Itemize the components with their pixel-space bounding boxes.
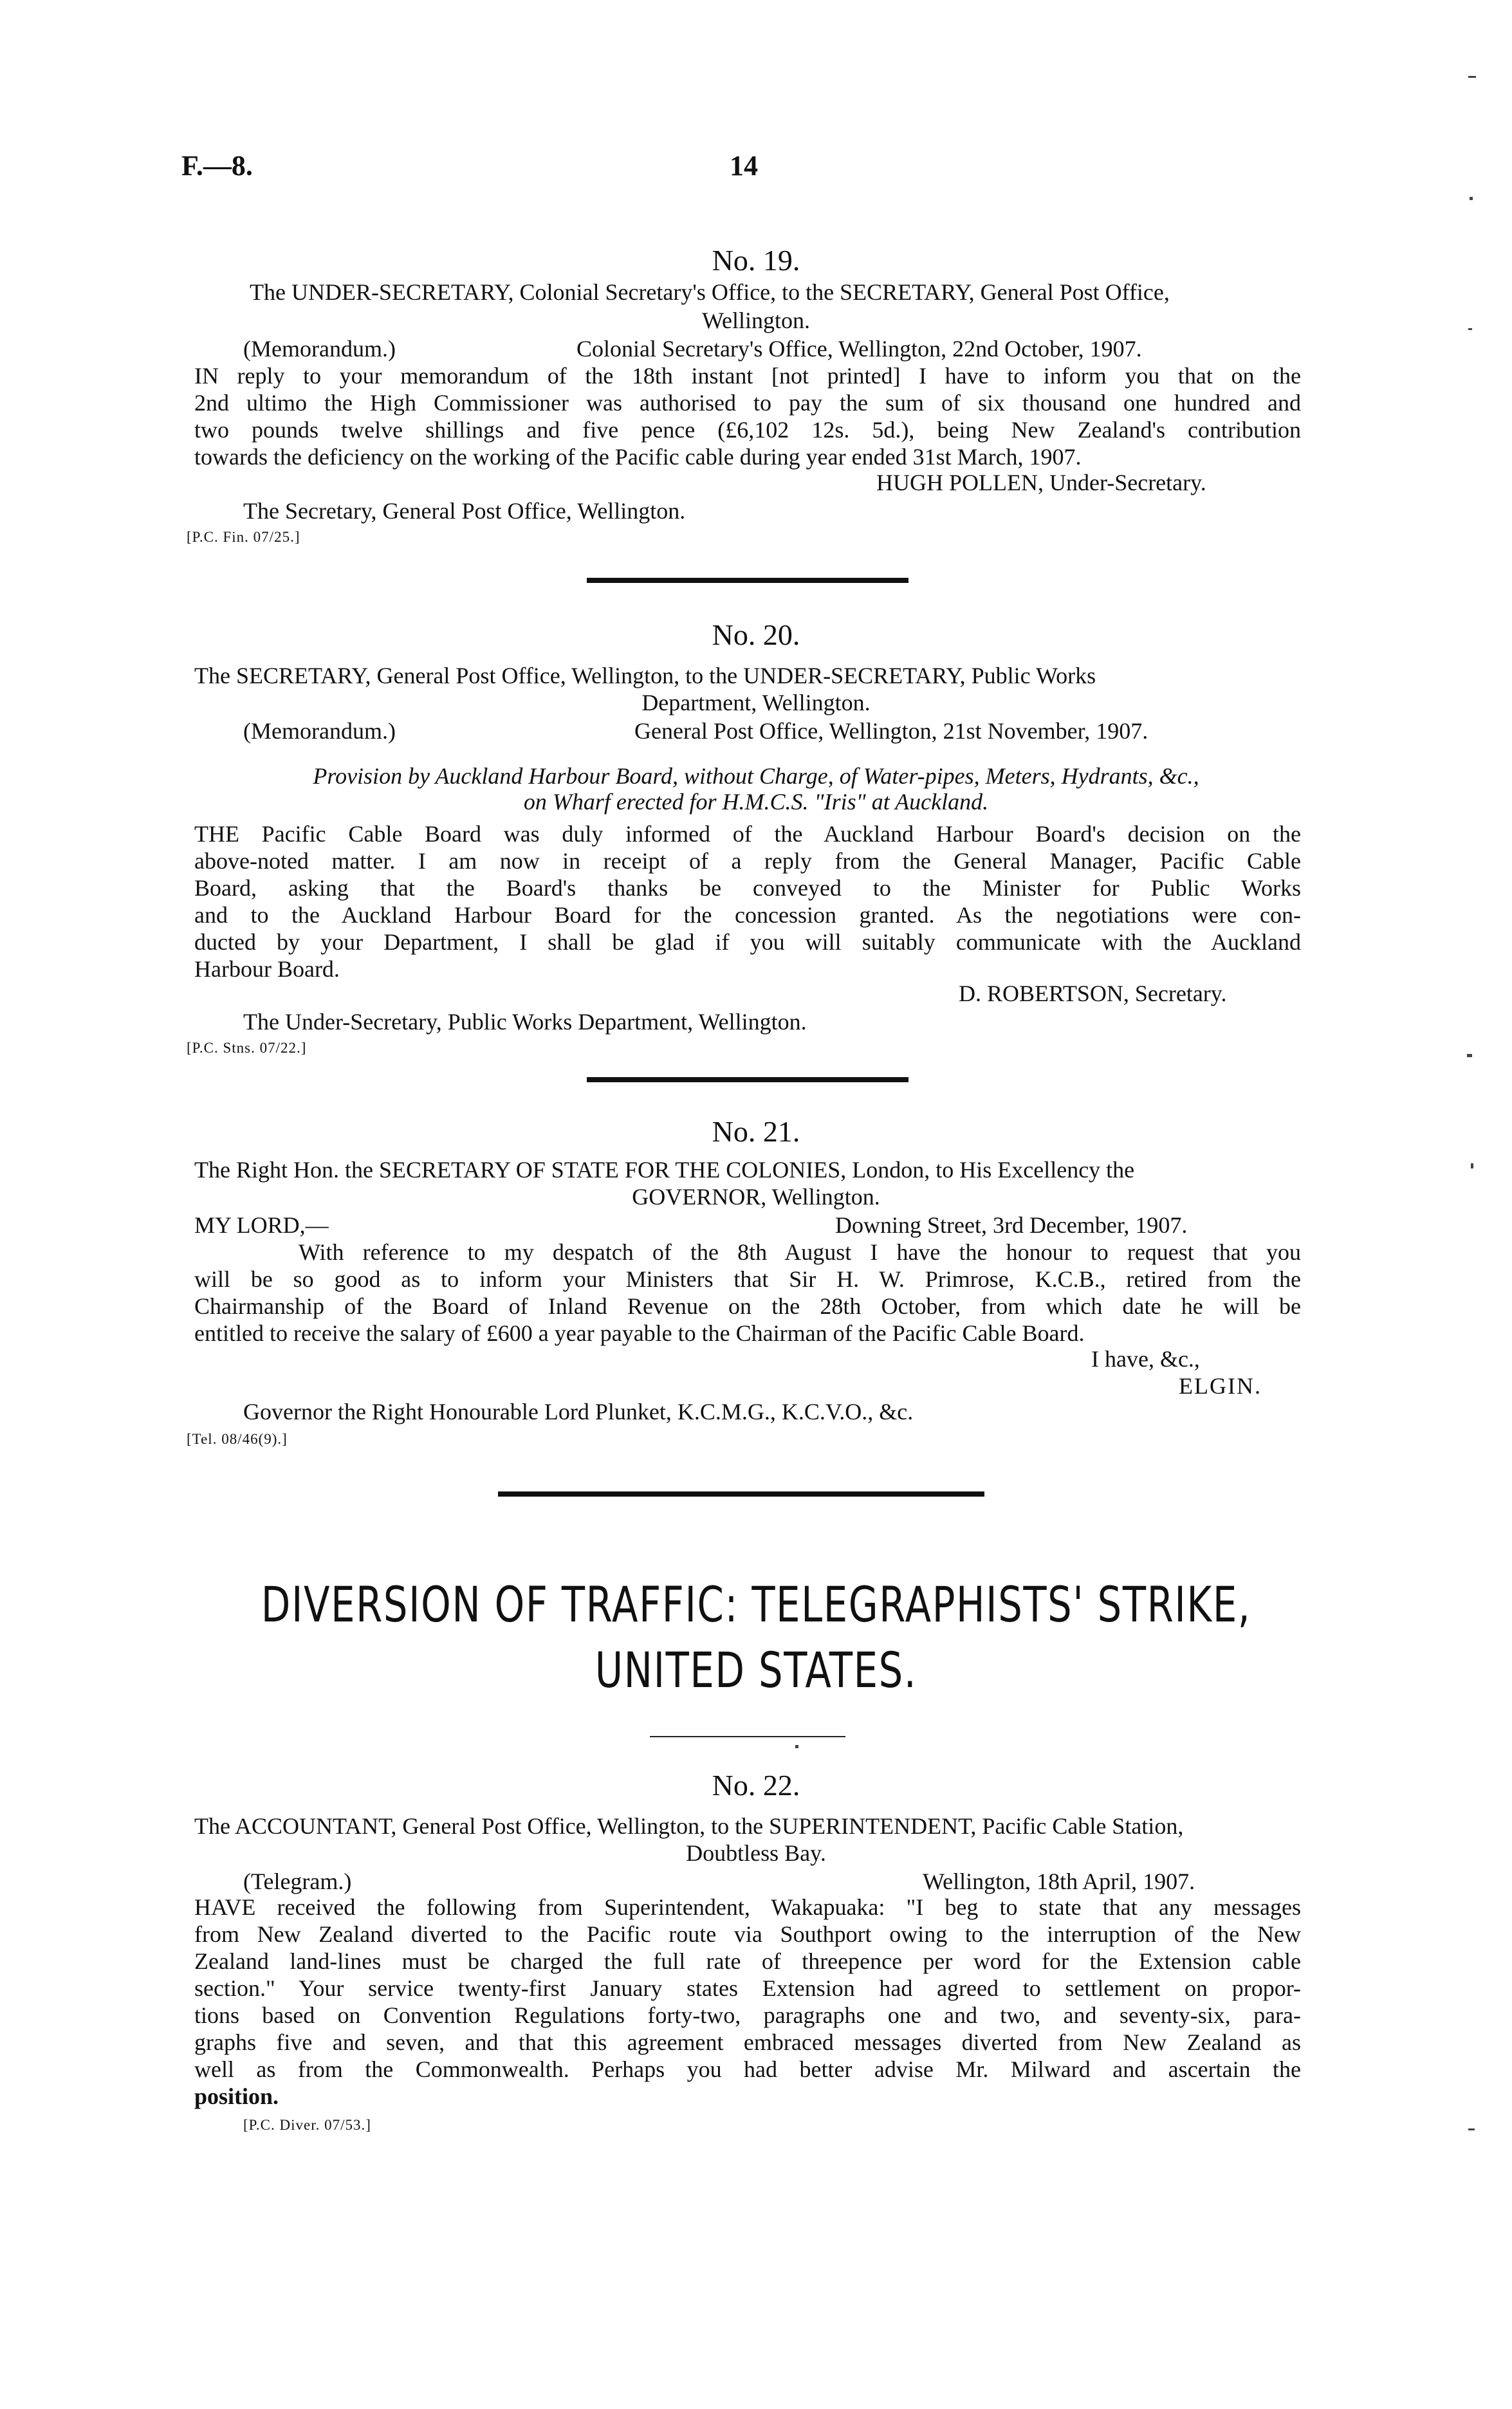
dateline: General Post Office, Wellington, 21st November, 1907. [634, 718, 1148, 744]
scan-mark [1468, 76, 1476, 78]
signature: ELGIN. [1179, 1373, 1262, 1399]
recipient: The Secretary, General Post Office, Wellington. [243, 498, 686, 524]
body-line: Chairmanship of the Board of Inland Revenue on the 28th October, from which date he will be [194, 1293, 1301, 1319]
file-reference: [Tel. 08/46(9).] [187, 1431, 288, 1447]
body-line: THE Pacific Cable Board was duly informed of the Auckland Harbour Board's decision on the [194, 821, 1301, 847]
signature: D. ROBERTSON, Secretary. [959, 981, 1227, 1006]
address-line: GOVERNOR, Wellington. [632, 1184, 880, 1210]
address-line: Doubtless Bay. [686, 1840, 826, 1866]
address-line: The SECRETARY, General Post Office, Wellington, to the UNDER-SECRETARY, Public Works [194, 663, 1096, 688]
body-line: Harbour Board. [194, 956, 340, 982]
body-line: section." Your service twenty-first January states Extension had agreed to settlement on propor- [194, 1975, 1301, 2001]
body-line: Board, asking that the Board's thanks be conveyed to the Minister for Public Works [194, 875, 1301, 901]
recipient: The Under-Secretary, Public Works Department, Wellington. [243, 1009, 807, 1035]
scan-mark [1470, 197, 1473, 200]
dateline: Colonial Secretary's Office, Wellington, 22nd October, 1907. [576, 336, 1142, 362]
body-line: tions based on Convention Regulations forty-two, paragraphs one and two, and seventy-six, para- [194, 2002, 1301, 2028]
scan-mark [1468, 2128, 1475, 2130]
section-heading-line: UNITED STATES. [595, 1641, 917, 1699]
subject-line: Provision by Auckland Harbour Board, without Charge, of Water-pipes, Meters, Hydrants, &c., [313, 763, 1199, 789]
body-line: Zealand land-lines must be charged the full rate of threepence per word for the Extension cable [194, 1948, 1301, 1974]
salutation: MY LORD,— [194, 1212, 329, 1238]
body-line: above-noted matter. I am now in receipt of a reply from the General Manager, Pacific Cable [194, 848, 1301, 874]
body-line: IN reply to your memorandum of the 18th instant [not printed] I have to inform you that on the [194, 363, 1301, 389]
address-line: The Right Hon. the SECRETARY OF STATE FOR THE COLONIES, London, to His Excellency the [194, 1157, 1135, 1183]
page-number: 14 [730, 150, 758, 181]
body-line: two pounds twelve shillings and five pence (£6,102 12s. 5d.), being New Zealand's contribution [194, 417, 1301, 443]
item-number: No. 20. [712, 618, 800, 651]
address-line: The UNDER-SECRETARY, Colonial Secretary's Office, to the SECRETARY, General Post Office, [250, 279, 1170, 305]
item-number: No. 19. [712, 244, 800, 277]
document-kind: (Memorandum.) [243, 718, 396, 744]
body-line: graphs five and seven, and that this agreement embraced messages diverted from New Zealand as [194, 2029, 1301, 2055]
body-line: from New Zealand diverted to the Pacific route via Southport owing to the interruption of the New [194, 1921, 1301, 1947]
document-kind: (Telegram.) [243, 1869, 352, 1894]
body-line: will be so good as to inform your Ministers that Sir H. W. Primrose, K.C.B., retired from the [194, 1266, 1301, 1292]
item-number: No. 21. [712, 1115, 800, 1148]
body-line: With reference to my despatch of the 8th August I have the honour to request that you [299, 1239, 1301, 1265]
item-number: No. 22. [712, 1769, 800, 1802]
section-divider [498, 1491, 984, 1497]
document-code: F.—8. [181, 150, 253, 181]
section-divider [587, 1077, 908, 1082]
subject-line: on Wharf erected for H.M.C.S. "Iris" at Auckland. [523, 789, 989, 815]
dateline: Downing Street, 3rd December, 1907. [835, 1212, 1188, 1238]
body-line: towards the deficiency on the working of the Pacific cable during year ended 31st March, 1907. [194, 444, 1082, 470]
body-line: ducted by your Department, I shall be glad if you will suitably communicate with the Auckland [194, 929, 1301, 955]
scan-mark [795, 1745, 798, 1748]
body-line: 2nd ultimo the High Commissioner was authorised to pay the sum of six thousand one hundred and [194, 390, 1301, 416]
closing: I have, &c., [1091, 1346, 1200, 1372]
address-line: The ACCOUNTANT, General Post Office, Wellington, to the SUPERINTENDENT, Pacific Cable Station, [194, 1813, 1184, 1839]
scan-mark [1467, 1054, 1472, 1057]
body-line: position. [194, 2083, 279, 2109]
file-reference: [P.C. Diver. 07/53.] [243, 2117, 371, 2133]
section-heading-line: DIVERSION OF TRAFFIC: TELEGRAPHISTS' STRIKE, [261, 1576, 1251, 1633]
heading-underline [650, 1736, 845, 1737]
file-reference: [P.C. Fin. 07/25.] [187, 529, 300, 545]
body-line: entitled to receive the salary of £600 a year payable to the Chairman of the Pacific Cable Board. [194, 1320, 1085, 1346]
recipient: Governor the Right Honourable Lord Plunket, K.C.M.G., K.C.V.O., &c. [243, 1399, 914, 1425]
signature: HUGH POLLEN, Under-Secretary. [876, 470, 1206, 495]
document-kind: (Memorandum.) [243, 336, 396, 362]
body-line: HAVE received the following from Superintendent, Wakapuaka: "I beg to state that any messages [194, 1894, 1301, 1920]
address-line: Department, Wellington. [641, 690, 871, 715]
file-reference: [P.C. Stns. 07/22.] [187, 1040, 307, 1056]
dateline: Wellington, 18th April, 1907. [923, 1869, 1195, 1894]
body-line: well as from the Commonwealth. Perhaps you had better advise Mr. Milward and ascertain the [194, 2056, 1301, 2082]
address-line: Wellington. [701, 308, 811, 333]
section-divider [587, 578, 908, 583]
scan-mark [1468, 328, 1472, 330]
body-line: and to the Auckland Harbour Board for the concession granted. As the negotiations were con- [194, 902, 1301, 928]
scan-mark [1471, 1163, 1473, 1168]
